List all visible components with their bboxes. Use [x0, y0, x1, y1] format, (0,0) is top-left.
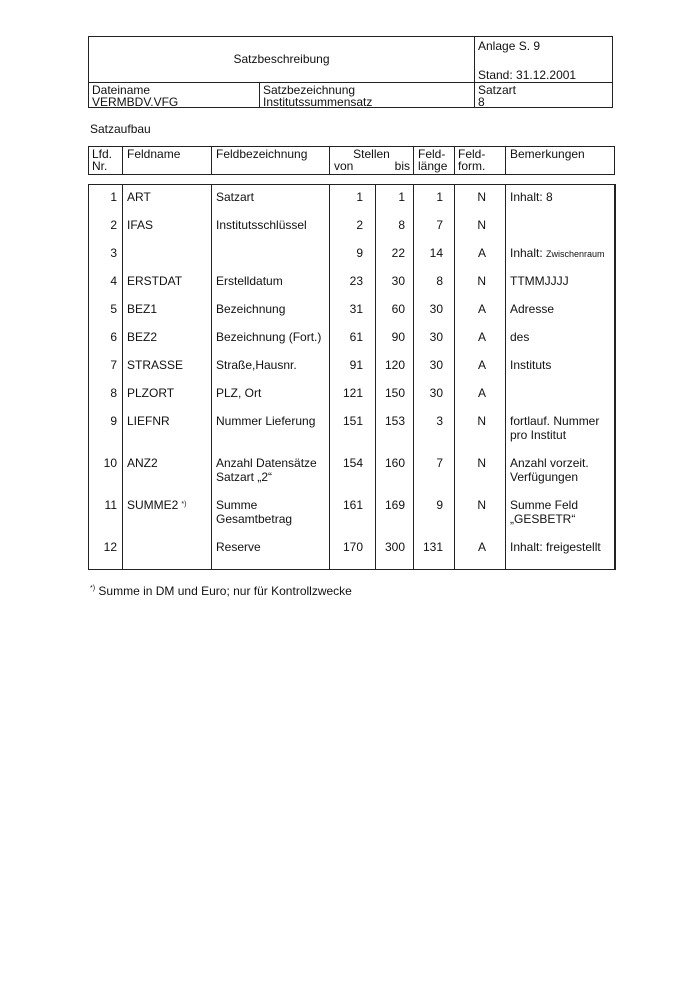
position-from-cell: 1: [356, 190, 363, 204]
field-description-cell: Institutsschlüssel: [216, 218, 307, 232]
lfd-nr-cell: 9: [110, 414, 117, 428]
remarks-cell: Instituts: [510, 358, 552, 372]
record-type-label: Satzart: [478, 83, 517, 97]
field-name-cell: IFAS: [127, 218, 154, 232]
field-format-cell: N: [477, 274, 486, 288]
remarks-cell: Summe Feld „GESBETR“: [510, 498, 579, 526]
filename-value: VERMBDV.VFG: [92, 95, 179, 109]
position-from-cell: 61: [349, 330, 363, 344]
field-name-cell: ANZ2: [127, 456, 158, 470]
record-name-label: Satzbezeichnung: [263, 83, 356, 97]
col-lfd-nr: Lfd. Nr.: [92, 147, 113, 173]
field-name-cell: PLZORT: [127, 386, 175, 400]
field-name-cell: SUMME2 *): [127, 498, 187, 512]
filename-label: Dateiname: [92, 83, 151, 97]
position-to-cell: 90: [391, 330, 405, 344]
position-to-cell: 60: [391, 302, 405, 316]
position-to-cell: 169: [384, 498, 405, 512]
field-description-cell: Bezeichnung: [216, 302, 286, 316]
record-layout-table: [88, 184, 616, 570]
lfd-nr-cell: 11: [104, 498, 117, 512]
position-to-cell: 300: [384, 540, 405, 554]
remarks-cell: Inhalt: 8: [510, 190, 553, 204]
position-from-cell: 31: [349, 302, 363, 316]
record-name-cell: [259, 82, 474, 108]
lfd-nr-cell: 6: [110, 330, 117, 344]
footnote-text: Summe in DM und Euro; nur für Kontrollzwecke: [95, 584, 352, 598]
lfd-nr-cell: 3: [110, 246, 117, 260]
position-from-cell: 151: [342, 414, 363, 428]
field-description-cell: Reserve: [216, 540, 261, 554]
field-name-cell: LIEFNR: [127, 414, 170, 428]
field-description-cell: Erstelldatum: [216, 274, 283, 288]
appendix-label: Anlage S. 9: [478, 39, 541, 53]
field-format-cell: N: [477, 456, 486, 470]
position-to-cell: 150: [384, 386, 405, 400]
lfd-nr-cell: 12: [103, 540, 117, 554]
lfd-nr-cell: 8: [110, 386, 117, 400]
field-format-cell: A: [477, 302, 486, 316]
col-bemerkungen: Bemerkungen: [505, 147, 614, 174]
field-length-cell: 7: [436, 456, 443, 470]
position-from-cell: 161: [342, 498, 363, 512]
col-stellen: Stellen von bis: [329, 147, 413, 174]
filename-cell: [89, 82, 259, 108]
field-format-cell: N: [477, 414, 486, 428]
col-feldform: Feld- form.: [454, 147, 505, 174]
field-length-cell: 7: [436, 218, 443, 232]
field-description-cell: PLZ, Ort: [216, 386, 262, 400]
lfd-nr-cell: 1: [110, 190, 117, 204]
field-length-cell: 30: [429, 358, 443, 372]
field-name-cell: ERSTDAT: [127, 274, 183, 288]
field-name-cell: ART: [127, 190, 151, 204]
field-length-cell: 9: [436, 498, 443, 512]
position-from-cell: 91: [349, 358, 363, 372]
remarks-cell: Inhalt: freigestellt: [510, 540, 601, 554]
position-to-cell: 30: [391, 274, 405, 288]
lfd-nr-cell: 7: [110, 358, 117, 372]
position-from-cell: 23: [349, 274, 363, 288]
col-feldlaenge: Feld- länge: [413, 147, 454, 174]
col-feldname: Feldname: [122, 147, 211, 174]
field-format-cell: N: [477, 190, 486, 204]
remarks-cell: Adresse: [510, 302, 555, 316]
position-to-cell: 8: [398, 218, 405, 232]
record-name-value: Institutssummensatz: [263, 95, 373, 109]
col-feldbezeichnung: Feldbezeichnung: [211, 147, 329, 174]
field-name-cell: BEZ1: [127, 302, 158, 316]
field-length-cell: 30: [429, 330, 443, 344]
field-format-cell: A: [477, 540, 486, 554]
position-from-cell: 170: [342, 540, 363, 554]
remarks-cell: TTMMJJJJ: [510, 274, 569, 288]
position-to-cell: 153: [384, 414, 405, 428]
record-header-box: [88, 36, 613, 108]
field-length-cell: 8: [436, 274, 443, 288]
position-to-cell: 1: [398, 190, 405, 204]
position-from-cell: 2: [356, 218, 363, 232]
position-to-cell: 120: [384, 358, 405, 372]
column-header-row: [88, 146, 615, 175]
field-description-cell: Summe Gesamtbetrag: [216, 498, 293, 526]
record-description-title: Satzbeschreibung: [233, 52, 330, 66]
position-from-cell: 9: [356, 246, 363, 260]
field-format-cell: N: [477, 218, 486, 232]
position-to-cell: 160: [384, 456, 405, 470]
remarks-cell: Anzahl vorzeit. Verfügungen: [510, 456, 589, 484]
field-length-cell: 131: [422, 540, 443, 554]
section-title: Satzaufbau: [90, 122, 151, 136]
field-length-cell: 14: [429, 246, 443, 260]
field-format-cell: N: [477, 498, 486, 512]
field-name-cell: BEZ2: [127, 330, 158, 344]
remarks-cell: Inhalt: Zwischenraum: [510, 246, 605, 260]
field-description-cell: Anzahl Datensätze Satzart „2“: [216, 456, 317, 484]
field-description-cell: Satzart: [216, 190, 255, 204]
field-format-cell: A: [477, 246, 486, 260]
field-length-cell: 30: [429, 302, 443, 316]
footnote-reference: *): [181, 501, 187, 508]
record-type-value: 8: [478, 95, 485, 109]
appendix-cell: [474, 37, 612, 82]
field-description-cell: Nummer Lieferung: [216, 414, 316, 428]
position-from-cell: 154: [342, 456, 363, 470]
field-format-cell: A: [477, 358, 486, 372]
field-format-cell: A: [477, 330, 486, 344]
footnote-marker: *): [90, 585, 96, 592]
lfd-nr-cell: 5: [110, 302, 117, 316]
field-format-cell: A: [477, 386, 486, 400]
lfd-nr-cell: 4: [110, 274, 117, 288]
position-from-cell: 121: [342, 386, 363, 400]
footnote: [90, 584, 352, 598]
lfd-nr-cell: 10: [103, 456, 117, 470]
field-description-cell: Bezeichnung (Fort.): [216, 330, 322, 344]
field-description-cell: Straße,Hausnr.: [216, 358, 297, 372]
remarks-cell: des: [510, 330, 530, 344]
position-to-cell: 22: [391, 246, 405, 260]
remarks-cell: fortlauf. Nummer pro Institut: [510, 414, 600, 442]
field-length-cell: 30: [429, 386, 443, 400]
field-length-cell: 3: [436, 414, 443, 428]
lfd-nr-cell: 2: [110, 218, 117, 232]
field-length-cell: 1: [436, 190, 443, 204]
record-type-cell: [474, 82, 612, 108]
status-date: Stand: 31.12.2001: [478, 68, 577, 82]
field-name-cell: STRASSE: [127, 358, 184, 372]
